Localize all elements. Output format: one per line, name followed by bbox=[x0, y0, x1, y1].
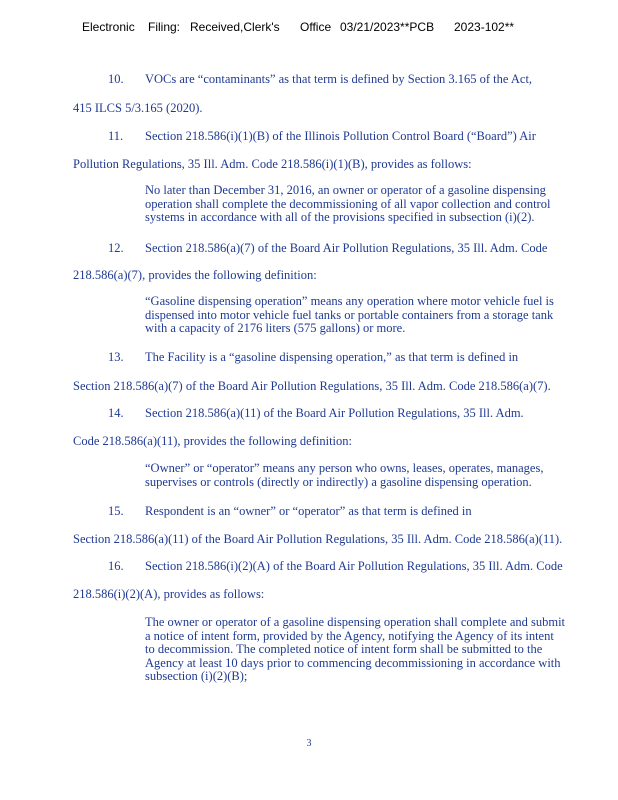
block-quote bbox=[145, 295, 605, 336]
paragraph-number: 10. bbox=[108, 72, 124, 86]
paragraph-continuation: 415 ILCS 5/3.165 (2020). bbox=[73, 101, 203, 115]
header-case: 2023-102** bbox=[454, 20, 515, 34]
paragraph-continuation: Section 218.586(a)(7) of the Board Air Pollution Regulations, 35 Ill. Adm. Code 218.586(a)(7). bbox=[73, 379, 551, 393]
quote-line: No later than December 31, 2016, an owner or operator of a gasoline dispensing bbox=[145, 183, 546, 197]
paragraph-continuation: Code 218.586(a)(11), provides the following definition: bbox=[73, 434, 352, 448]
quote-line: systems in accordance with all of the provisions specified in subsection (i)(2). bbox=[145, 210, 535, 224]
quote-line: Agency at least 10 days prior to commencing decommissioning in accordance with bbox=[145, 655, 561, 670]
paragraph-number: 16. bbox=[108, 559, 124, 573]
header-received: Received,Clerk's bbox=[190, 20, 280, 34]
paragraph-text: VOCs are “contaminants” as that term is defined by Section 3.165 of the Act, bbox=[145, 72, 533, 86]
quote-line: “Owner” or “operator” means any person who owns, leases, operates, manages, bbox=[145, 461, 544, 475]
page-number: 3 bbox=[306, 738, 312, 749]
block-quote bbox=[145, 184, 605, 225]
quote-line: supervises or controls (directly or indirectly) a gasoline dispensing operation. bbox=[145, 474, 532, 489]
quote-line: to decommission. The completed notice of intent form shall be submitted to the bbox=[145, 642, 543, 656]
header-office: Office bbox=[300, 20, 332, 34]
quote-line: operation shall complete the decommissioning of all vapor collection and control bbox=[145, 196, 551, 211]
paragraph-text: Section 218.586(i)(1)(B) of the Illinois Pollution Control Board (“Board”) Air bbox=[145, 129, 536, 143]
paragraph-text: Section 218.586(a)(7) of the Board Air Pollution Regulations, 35 Ill. Adm. Code bbox=[145, 241, 548, 255]
block-quote bbox=[145, 616, 605, 684]
paragraph-continuation: 218.586(a)(7), provides the following definition: bbox=[73, 268, 317, 282]
quote-line: “Gasoline dispensing operation” means any operation where motor vehicle fuel is bbox=[145, 294, 554, 308]
block-quote bbox=[145, 462, 605, 489]
paragraph-text: Section 218.586(i)(2)(A) of the Board Air Pollution Regulations, 35 Ill. Adm. Code bbox=[145, 559, 563, 573]
quote-line: subsection (i)(2)(B); bbox=[145, 669, 248, 683]
quote-line: The owner or operator of a gasoline dispensing operation shall complete and submit bbox=[145, 615, 566, 629]
paragraph-number: 11. bbox=[108, 129, 124, 143]
paragraph-number: 14. bbox=[108, 406, 124, 420]
header-electronic: Electronic bbox=[82, 20, 135, 34]
paragraph-number: 13. bbox=[108, 350, 124, 364]
quote-line: a notice of intent form, provided by the Agency, notifying the Agency of its intent bbox=[145, 628, 554, 643]
paragraph-number: 12. bbox=[108, 241, 124, 255]
paragraph-number: 15. bbox=[108, 504, 124, 518]
quote-line: dispensed into motor vehicle fuel tanks or portable containers from a storage tank bbox=[145, 307, 554, 322]
paragraph-continuation: Section 218.586(a)(11) of the Board Air Pollution Regulations, 35 Ill. Adm. Code 218.586(a)(11). bbox=[73, 532, 563, 546]
paragraph-continuation: 218.586(i)(2)(A), provides as follows: bbox=[73, 587, 265, 601]
header-filing: Filing: bbox=[148, 20, 181, 34]
paragraph-text: The Facility is a “gasoline dispensing operation,” as that term is defined in bbox=[145, 350, 519, 364]
paragraph-text: Respondent is an “owner” or “operator” as that term is defined in bbox=[145, 504, 472, 518]
paragraph-text: Section 218.586(a)(11) of the Board Air Pollution Regulations, 35 Ill. Adm. bbox=[145, 406, 524, 420]
header-date: 03/21/2023**PCB bbox=[340, 20, 435, 34]
paragraph-continuation: Pollution Regulations, 35 Ill. Adm. Code 218.586(i)(1)(B), provides as follows: bbox=[73, 157, 472, 171]
quote-line: with a capacity of 2176 liters (575 gallons) or more. bbox=[145, 321, 406, 335]
